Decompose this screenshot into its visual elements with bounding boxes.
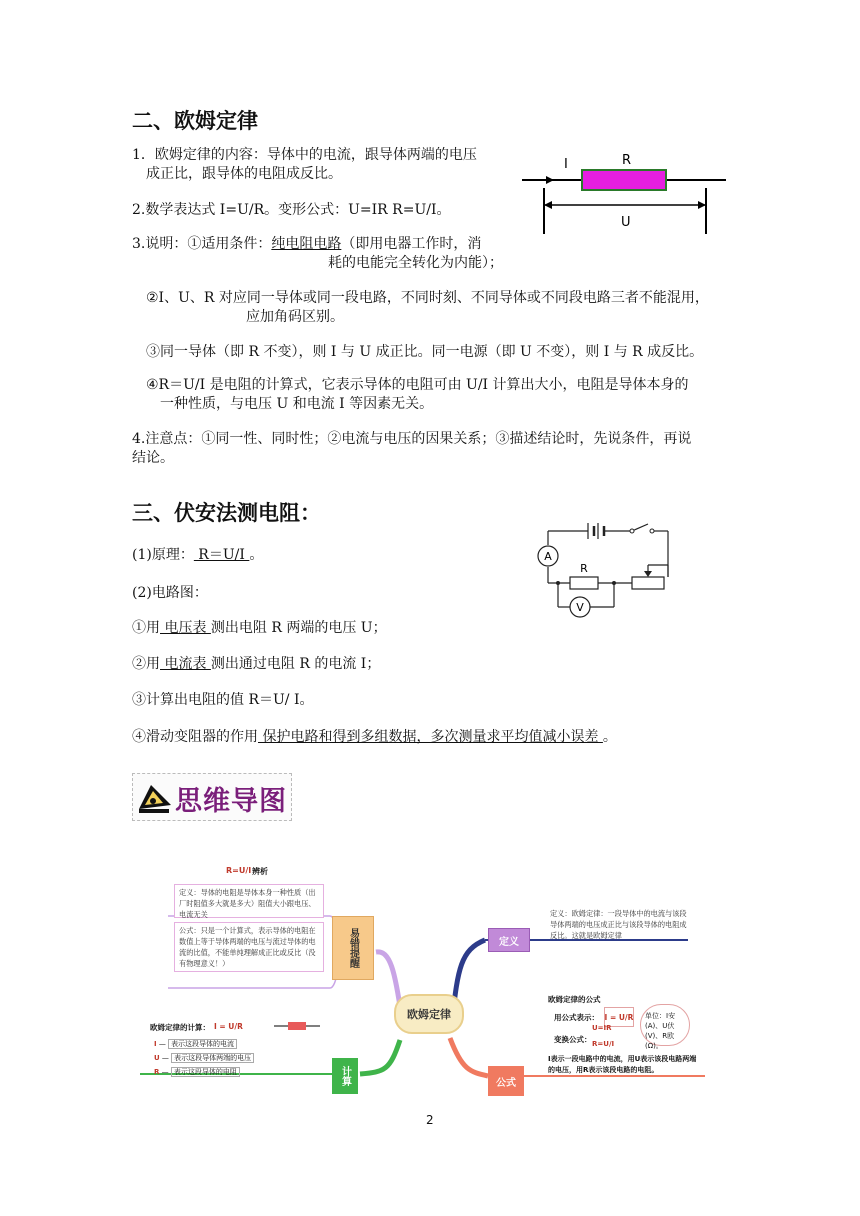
voltammetry-principle: (1)原理： R＝U/I 。 xyxy=(132,547,264,563)
voltammetry-step-4: ④滑动变阻器的作用 保护电路和得到多组数据，多次测量求平均值减小误差 。 xyxy=(132,729,617,745)
pen-icon xyxy=(137,779,173,815)
mindmap-formula-var: 变换公式： xyxy=(554,1035,592,1044)
mindmap-formula-title: 欧姆定律的公式 xyxy=(548,995,601,1004)
ohm-law-formula: 2.数学表达式 I=U/R。变形公式：U=IR R=U/I。 xyxy=(132,202,451,218)
mindmap-calc-row-3: R — 表示这段导体的电阻 xyxy=(154,1066,240,1078)
mindmap-node-calc: 计算 xyxy=(332,1058,358,1094)
ohm-law-note-1: 3.说明：①适用条件：纯电阻电路（即用电器工作时，消 xyxy=(132,236,482,252)
mindmap-banner xyxy=(132,773,292,821)
mindmap-r-title: 辨析 xyxy=(252,867,268,876)
mindmap-calc-row-2: U — 表示这段导体两端的电压 xyxy=(154,1052,254,1064)
ohm-law-note-2-line2: 应加角码区别。 xyxy=(246,309,344,325)
voltammetry-step-2: ②用 电流表 测出通过电阻 R 的电流 I； xyxy=(132,656,381,672)
voltammetry-circuit xyxy=(532,515,677,625)
voltammetry-step-1: ①用 电压表 测出电阻 R 两端的电压 U； xyxy=(132,620,387,636)
mindmap-calc-resistor-icon xyxy=(272,1016,322,1038)
mindmap-formula-var-2: R=U/I xyxy=(592,1040,615,1048)
diagram-label-r: R xyxy=(622,153,632,168)
mindmap-center-node: 欧姆定律 xyxy=(394,994,464,1034)
voltammetry-circuit-label: (2)电路图： xyxy=(132,585,208,601)
ohm-law-attention-line1: 4.注意点：①同一性、同时性；②电流与电压的因果关系；③描述结论时，先说条件，再说 xyxy=(132,431,692,447)
mindmap-calc-row-1: I — 表示这段导体的电流 xyxy=(154,1038,237,1050)
section-3-heading: 三、伏安法测电阻： xyxy=(132,501,321,525)
mindmap-box-definition: 定义：导体的电阻是导体本身一种性质（出厂时阻值多大就是多大）阻值大小跟电压、电流无关 xyxy=(174,884,324,918)
ohm-law-note-1-line2: 耗的电能完全转化为内能）； xyxy=(328,255,503,271)
voltmeter-label: V xyxy=(576,601,584,614)
mindmap-node-definition: 定义 xyxy=(488,928,530,952)
mindmap-node-mistake: 易错提醒 xyxy=(332,916,374,980)
ohm-law-content-line2: 成正比，跟导体的电阻成反比。 xyxy=(146,166,342,182)
ohm-law-attention-line2: 结论。 xyxy=(132,450,174,466)
mindmap-formula-var-1: U=IR xyxy=(592,1024,612,1032)
mindmap-definition-text: 定义：欧姆定律：一段导体中的电流与该段导体两端的电压成正比与该段导体的电阻成反比。这就是欧姆定律 xyxy=(550,909,687,940)
ohm-law-content-line1: 1．欧姆定律的内容：导体中的电流，跟导体两端的电压 xyxy=(132,147,477,163)
mindmap-formula-note: I表示一段电路中的电流，用U表示该段电路两端的电压，用R表示该段电路的电阻。 xyxy=(548,1055,697,1074)
mindmap-formula-use-value: I = U/R xyxy=(604,1007,634,1027)
page-number: 2 xyxy=(426,1113,434,1127)
mindmap-calc-formula: I = U/R xyxy=(214,1022,243,1031)
ammeter-label: A xyxy=(544,550,552,563)
diagram-label-i: I xyxy=(564,157,568,172)
ohm-law-note-4-line1: ④R＝U/I 是电阻的计算式，它表示导体的电阻可由 U/I 计算出大小，电阻是导体本身的 xyxy=(146,377,689,393)
resistor-diagram xyxy=(518,148,733,238)
mindmap-r-formula: R=U/I xyxy=(226,866,252,875)
circuit-resistor-label: R xyxy=(580,562,588,575)
mindmap-calc-title: 欧姆定律的计算： xyxy=(150,1023,210,1032)
diagram-label-u: U xyxy=(621,215,631,230)
ohm-law-note-3: ③同一导体（即 R 不变），则 I 与 U 成正比。同一电源（即 U 不变），则 I 与 R 成反比。 xyxy=(146,344,704,360)
ohm-law-note-4-line2: 一种性质，与电压 U 和电流 I 等因素无关。 xyxy=(160,396,434,412)
voltammetry-step-3: ③计算出电阻的值 R＝U/ I。 xyxy=(132,692,314,708)
section-2-heading: 二、欧姆定律 xyxy=(132,109,258,133)
mindmap-formula-use: 用公式表示： xyxy=(554,1013,599,1022)
mindmap-node-formula: 公式 xyxy=(488,1066,524,1096)
mindmap-box-formula: 公式：只是一个计算式，表示导体的电阻在数值上等于导体两端的电压与流过导体的电流的比值，不能单纯理解成正比或反比（没有物理意义！） xyxy=(174,922,324,972)
mindmap-banner-title: 思维导图 xyxy=(175,786,287,817)
mindmap-formula-units: 单位：I安(A)、U伏(V)、R欧(Ω)。 xyxy=(640,1004,690,1046)
ohm-law-note-2-line1: ②I、U、R 对应同一导体或同一段电路，不同时刻、不同导体或不同段电路三者不能混用， xyxy=(146,290,709,306)
